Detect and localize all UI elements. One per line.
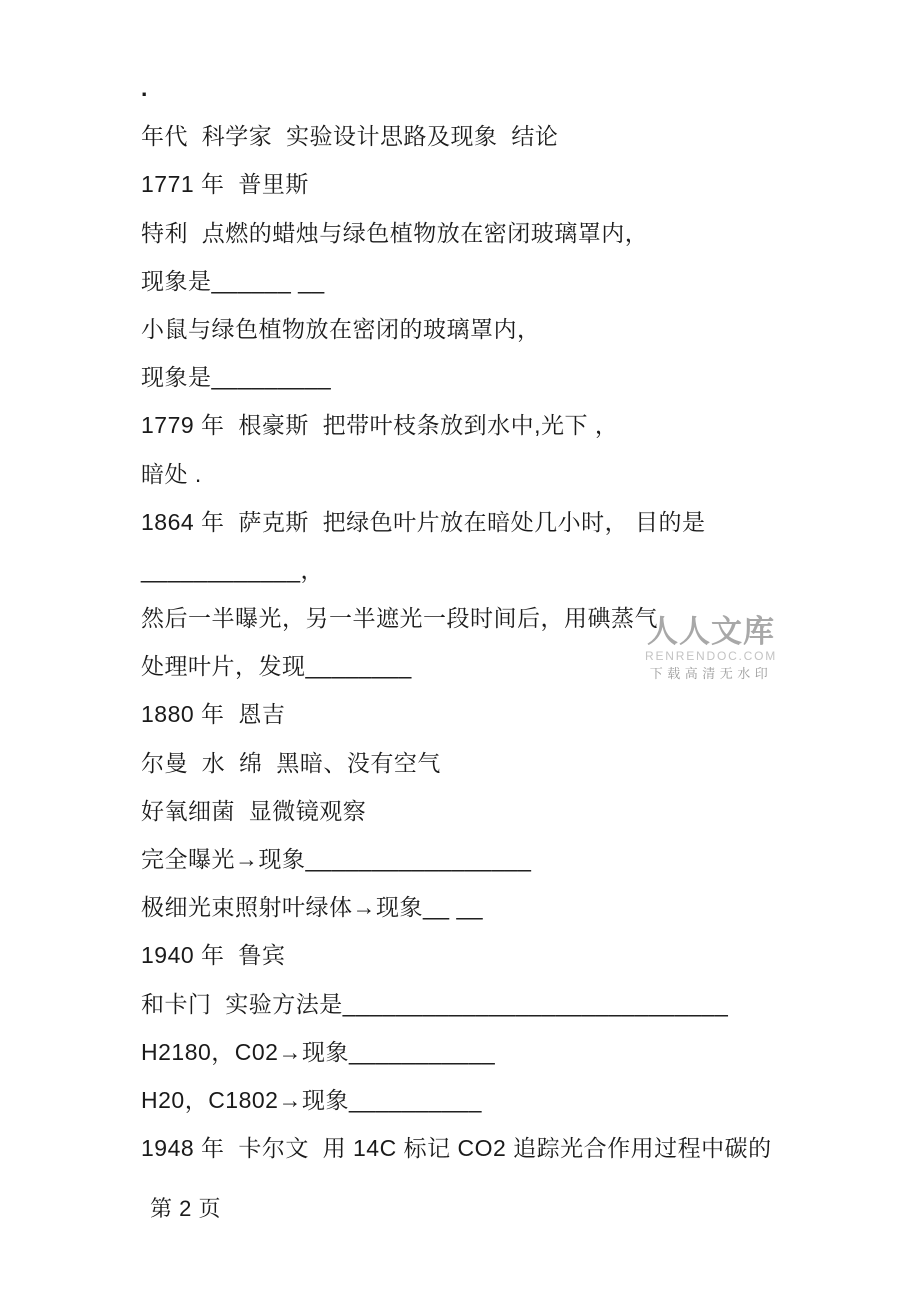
text-line: H2180，C02→现象___________ — [141, 1038, 496, 1065]
text-line: 然后一半曝光，另一半遮光一段时间后，用碘蒸气 — [141, 605, 658, 632]
text-line: 和卡门 实验方法是_____________________________ — [141, 990, 729, 1017]
text-line: 1880 年 恩吉 — [141, 701, 286, 728]
text-line: 现象是_________ — [141, 364, 332, 391]
text-line: 小鼠与绿色植物放在密闭的玻璃罩内， — [141, 315, 541, 342]
text-line: 完全曝光→现象_________________ — [141, 846, 532, 872]
text-line: 暗处 . — [141, 460, 202, 487]
text-line: 1948 年 卡尔文 用 14C 标记 CO2 追踪光合作用过程中碳的 — [141, 1135, 772, 1162]
text-line: 1779 年 根豪斯 把带叶枝条放到水中,光下 ， — [141, 412, 619, 439]
leading-dot: . — [141, 75, 148, 101]
text-line: 特利 点燃的蜡烛与绿色植物放在密闭玻璃罩内， — [141, 219, 649, 246]
text-line: 年代 科学家 实验设计思路及现象 结论 — [141, 123, 559, 150]
text-line: ____________， — [141, 556, 324, 583]
text-line: 1864 年 萨克斯 把绿色叶片放在暗处几小时， 目的是 — [141, 508, 706, 535]
text-line: 好氧细菌 显微镜观察 — [141, 797, 367, 824]
text-line: 1771 年 普里斯 — [141, 171, 309, 198]
text-line: 1940 年 鲁宾 — [141, 942, 286, 969]
text-line: H20，C1802→现象__________ — [141, 1086, 482, 1113]
document-body — [141, 64, 772, 1234]
watermark-tagline-text: 下载高清无水印 — [649, 666, 773, 681]
text-line: 极细光束照射叶绿体→现象__ __ — [141, 894, 484, 921]
text-line: 处理叶片，发现________ — [141, 653, 412, 680]
page-number: 第 2 页 — [150, 1196, 221, 1222]
text-lines — [141, 112, 772, 1172]
watermark-domain-text: RENRENDOC.COM — [645, 649, 778, 663]
text-line: 现象是______ __ — [141, 267, 325, 294]
watermark-brand-text: 人人文库 — [647, 614, 775, 649]
text-line: 尔曼 水 绵 黑暗、没有空气 — [141, 749, 441, 776]
